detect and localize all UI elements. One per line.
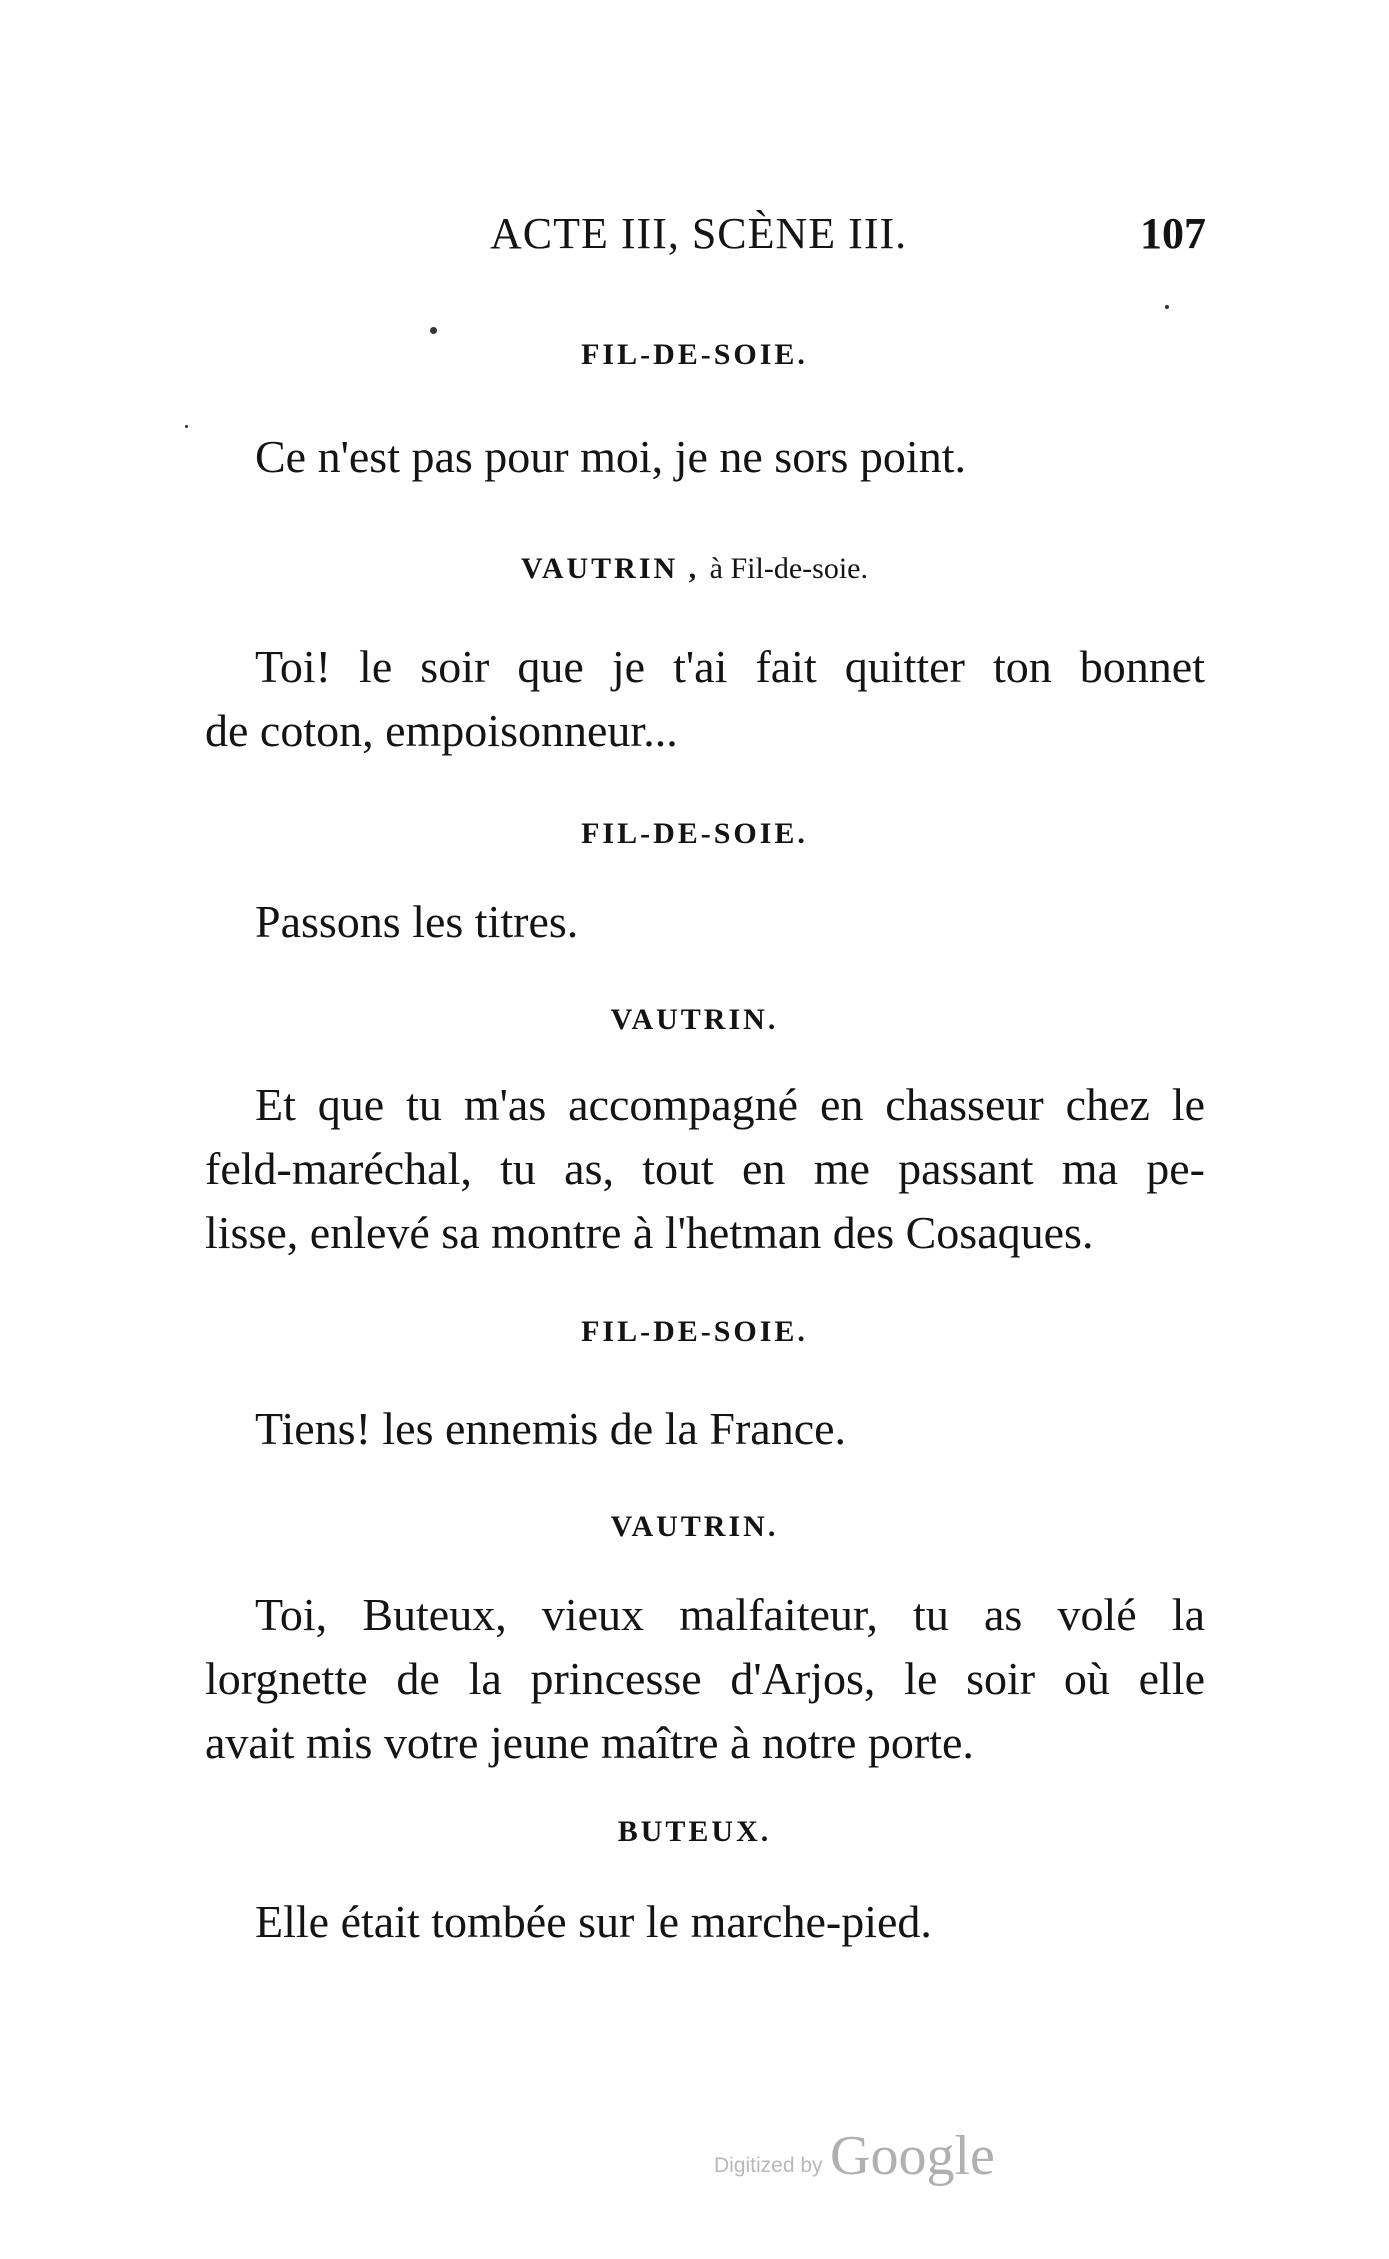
scan-speck	[430, 327, 437, 334]
speech-line: lorgnette de la princesse d'Arjos, le soir où elle	[205, 1653, 1205, 1704]
speaker-name	[0, 1510, 1389, 1544]
speech-line: feld-maréchal, tu as, tout en me passant ma pe-	[205, 1143, 1205, 1194]
speech-text	[205, 635, 1205, 763]
speaker-name	[0, 1003, 1389, 1037]
running-head: ACTE III, SCÈNE III.	[490, 209, 908, 258]
speaker-name	[0, 338, 1389, 372]
speech-line: avait mis votre jeune maître à notre porte.	[205, 1717, 974, 1768]
scan-speck	[1165, 305, 1169, 309]
digitized-watermark	[0, 2124, 1389, 2194]
speech-line: de coton, empoisonneur...	[205, 705, 678, 756]
speech-line: lisse, enlevé sa montre à l'hetman des Cosaques.	[205, 1207, 1094, 1258]
page-header	[0, 208, 1389, 264]
speaker-label: BUTEUX.	[617, 1815, 772, 1848]
stage-direction: à Fil-de-soie.	[709, 552, 868, 585]
speaker-name	[0, 817, 1389, 851]
speech-line: Passons les titres.	[255, 896, 579, 947]
digitized-label: Digitized by	[714, 2154, 823, 2177]
speaker-name	[0, 1315, 1389, 1349]
speaker-name	[0, 1815, 1389, 1849]
speech-text	[205, 1890, 1205, 1954]
speech-text	[205, 1583, 1205, 1775]
google-logo: Google	[830, 2125, 995, 2187]
speech-text	[205, 1397, 1205, 1461]
page-number: 107	[1140, 209, 1206, 258]
speaker-label: VAUTRIN ,	[521, 552, 700, 585]
speech-line: Elle était tombée sur le marche-pied.	[255, 1896, 932, 1947]
scan-speck	[185, 425, 188, 428]
speaker-label: VAUTRIN.	[610, 1003, 779, 1036]
speech-line: Toi! le soir que je t'ai fait quitter ton bonnet	[255, 641, 1205, 692]
speaker-label: VAUTRIN.	[610, 1510, 779, 1543]
speaker-label: FIL-DE-SOIE.	[581, 338, 808, 371]
speaker-label: FIL-DE-SOIE.	[581, 817, 808, 850]
speech-line: Tiens! les ennemis de la France.	[255, 1403, 847, 1454]
speech-line: Toi, Buteux, vieux malfaiteur, tu as volé la	[255, 1589, 1205, 1640]
speaker-name	[0, 552, 1389, 586]
speech-line: Ce n'est pas pour moi, je ne sors point.	[255, 431, 966, 482]
speaker-label: FIL-DE-SOIE.	[581, 1315, 808, 1348]
speech-line: Et que tu m'as accompagné en chasseur chez le	[255, 1079, 1205, 1130]
speech-text	[205, 890, 1205, 954]
speech-text	[205, 425, 1205, 489]
speech-text	[205, 1073, 1205, 1265]
